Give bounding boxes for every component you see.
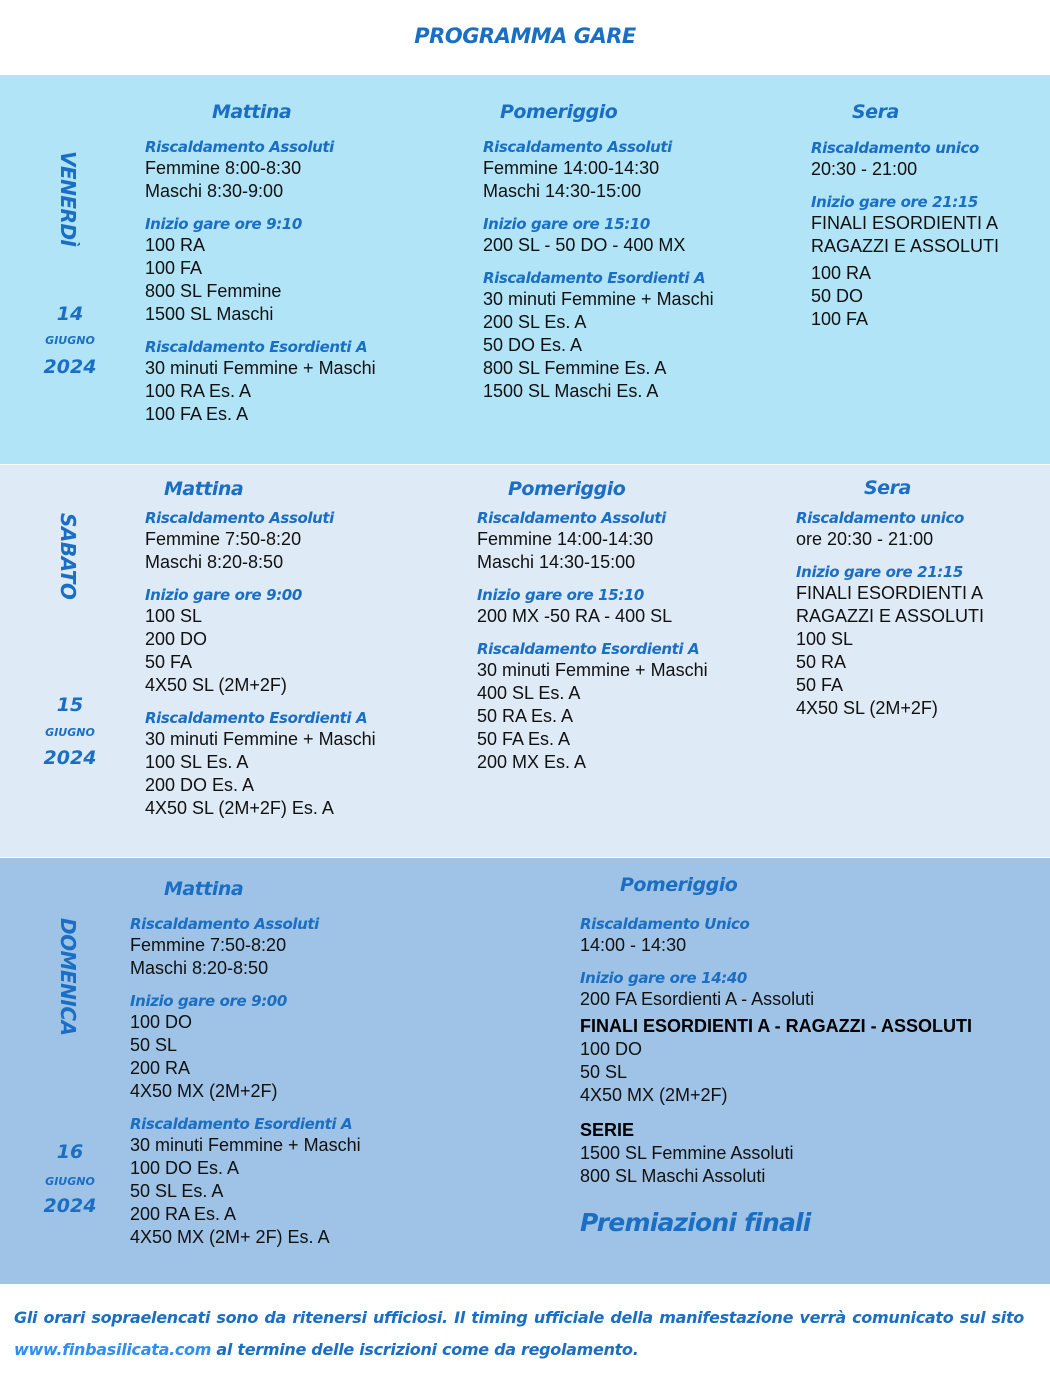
schedule-line: Femmine 14:00-14:30 <box>483 158 660 178</box>
schedule-line: 100 DO <box>130 1012 193 1032</box>
website-link[interactable]: www.finbasilicata.com <box>14 1340 212 1359</box>
schedule-line: 4X50 SL (2M+2F) Es. A <box>145 798 334 818</box>
schedule-line: 800 SL Femmine Es. A <box>483 358 667 378</box>
subheading: Inizio gare ore 21:15 <box>796 563 963 581</box>
subheading: Riscaldamento Assoluti <box>145 509 334 527</box>
schedule-line: 4X50 SL (2M+2F) <box>145 675 287 695</box>
schedule-line: 100 DO <box>580 1039 643 1059</box>
finals-title: FINALI ESORDIENTI A - RAGAZZI - ASSOLUTI <box>580 1016 972 1036</box>
schedule-line: 50 RA Es. A <box>477 706 574 726</box>
footer-text-end: al termine delle iscrizioni come da regolamento. <box>211 1340 639 1359</box>
schedule-line: 200 FA Esordienti A - Assoluti <box>580 989 815 1009</box>
schedule-line: 100 SL <box>796 629 854 649</box>
page-title: PROGRAMMA GARE <box>414 24 636 48</box>
schedule-line: 200 DO <box>145 629 208 649</box>
schedule-line: 30 minuti Femmine + Maschi <box>145 358 376 378</box>
session-heading-afternoon: Pomeriggio <box>508 478 626 500</box>
schedule-line: 1500 SL Femmine Assoluti <box>580 1143 794 1163</box>
session-heading-evening: Sera <box>864 477 911 499</box>
schedule-line: 50 RA <box>796 652 847 672</box>
day-year: 2024 <box>43 356 97 378</box>
subheading: Riscaldamento unico <box>796 509 964 527</box>
schedule-line: 100 RA <box>811 263 872 283</box>
session-morning <box>145 509 376 820</box>
schedule-line: 100 SL <box>145 606 203 626</box>
session-afternoon <box>483 138 714 403</box>
schedule-line: Femmine 14:00-14:30 <box>477 529 654 549</box>
session-afternoon <box>477 509 708 774</box>
session-morning <box>130 915 361 1249</box>
day-month: GIUGNO <box>45 726 95 739</box>
schedule-line: Maschi 8:20-8:50 <box>130 958 269 978</box>
subheading: Inizio gare ore 15:10 <box>477 586 644 604</box>
schedule-line: 800 SL Maschi Assoluti <box>580 1166 766 1186</box>
schedule-line: 100 FA <box>145 258 203 278</box>
schedule-line: ore 20:30 - 21:00 <box>796 529 934 549</box>
schedule-line: 200 MX Es. A <box>477 752 587 772</box>
schedule-line: 50 DO <box>811 286 864 306</box>
schedule-line: Femmine 8:00-8:30 <box>145 158 302 178</box>
subheading: Inizio gare ore 9:00 <box>145 586 302 604</box>
subheading: Inizio gare ore 14:40 <box>580 969 747 987</box>
day-number: 16 <box>56 1141 84 1163</box>
schedule-line: 50 SL <box>130 1035 178 1055</box>
schedule-line: 50 SL Es. A <box>130 1181 224 1201</box>
subheading: Riscaldamento unico <box>811 139 979 157</box>
day-name: DOMENICA <box>56 918 80 1036</box>
day-section-sunday <box>0 857 1050 1284</box>
schedule-line: 200 RA <box>130 1058 191 1078</box>
day-number: 15 <box>56 694 84 716</box>
schedule-line: 1500 SL Maschi <box>145 304 274 324</box>
schedule-line: 200 SL - 50 DO - 400 MX <box>483 235 686 255</box>
session-heading-afternoon: Pomeriggio <box>500 101 618 123</box>
subheading: Inizio gare ore 9:10 <box>145 215 302 233</box>
schedule-line: 100 RA <box>145 235 206 255</box>
subheading: Riscaldamento Esordienti A <box>145 338 368 356</box>
schedule-line: 50 SL <box>580 1062 628 1082</box>
session-morning <box>145 138 376 426</box>
schedule-line: 200 RA Es. A <box>130 1204 237 1224</box>
schedule-line: 200 DO Es. A <box>145 775 255 795</box>
day-month: GIUGNO <box>45 334 95 347</box>
subheading: Riscaldamento Esordienti A <box>130 1115 353 1133</box>
schedule-line: 200 SL Es. A <box>483 312 587 332</box>
schedule-line: 100 RA Es. A <box>145 381 252 401</box>
schedule-line: 14:00 - 14:30 <box>580 935 687 955</box>
schedule-line: Maschi 14:30-15:00 <box>477 552 636 572</box>
schedule-line: 50 FA <box>145 652 193 672</box>
session-heading-evening: Sera <box>852 101 899 123</box>
subheading: Riscaldamento Esordienti A <box>477 640 700 658</box>
schedule-line: 30 minuti Femmine + Maschi <box>130 1135 361 1155</box>
subheading: Riscaldamento Assoluti <box>483 138 672 156</box>
day-section-friday <box>0 75 1050 464</box>
session-heading-morning: Mattina <box>164 478 244 500</box>
schedule-line: 50 FA <box>796 675 844 695</box>
schedule-line: 50 DO Es. A <box>483 335 583 355</box>
schedule-line: 30 minuti Femmine + Maschi <box>483 289 714 309</box>
day-year: 2024 <box>43 1195 97 1217</box>
schedule-line: 4X50 MX (2M+2F) <box>580 1085 728 1105</box>
schedule-line: RAGAZZI E ASSOLUTI <box>811 236 1000 256</box>
session-heading-morning: Mattina <box>164 878 244 900</box>
schedule-line: 4X50 MX (2M+2F) <box>130 1081 278 1101</box>
serie-title: SERIE <box>580 1120 635 1140</box>
schedule-line: 4X50 SL (2M+2F) <box>796 698 938 718</box>
footer-text: Gli orari sopraelencati sono da ritenersi ufficiosi. Il timing ufficiale della manifestazione verrà comunicato sul sito <box>14 1308 1024 1327</box>
schedule-line: 30 minuti Femmine + Maschi <box>477 660 708 680</box>
subheading: Inizio gare ore 15:10 <box>483 215 650 233</box>
schedule-line: FINALI ESORDIENTI A <box>811 213 999 233</box>
schedule-line: 100 FA <box>811 309 869 329</box>
subheading: Riscaldamento Assoluti <box>145 138 334 156</box>
schedule-line: 50 FA Es. A <box>477 729 571 749</box>
day-name: VENERDÌ <box>56 151 80 247</box>
schedule-line: 30 minuti Femmine + Maschi <box>145 729 376 749</box>
session-evening <box>796 509 984 720</box>
session-heading-afternoon: Pomeriggio <box>620 874 738 896</box>
subheading: Riscaldamento Assoluti <box>130 915 319 933</box>
schedule-line: Maschi 8:20-8:50 <box>145 552 284 572</box>
schedule-line: RAGAZZI E ASSOLUTI <box>796 606 985 626</box>
subheading: Riscaldamento Esordienti A <box>145 709 368 727</box>
schedule-line: 100 FA Es. A <box>145 404 249 424</box>
footer-note <box>14 1302 1024 1366</box>
subheading: Riscaldamento Esordienti A <box>483 269 706 287</box>
schedule-line: 200 MX -50 RA - 400 SL <box>477 606 673 626</box>
schedule-line: 800 SL Femmine <box>145 281 282 301</box>
schedule-line: 1500 SL Maschi Es. A <box>483 381 659 401</box>
day-section-saturday <box>0 464 1050 857</box>
schedule-line: FINALI ESORDIENTI A <box>796 583 984 603</box>
subheading: Inizio gare ore 21:15 <box>811 193 978 211</box>
schedule-line: Femmine 7:50-8:20 <box>145 529 302 549</box>
session-heading-morning: Mattina <box>212 101 292 123</box>
day-name: SABATO <box>56 513 80 600</box>
schedule-line: Maschi 8:30-9:00 <box>145 181 284 201</box>
subheading: Riscaldamento Unico <box>580 915 750 933</box>
schedule-line: Femmine 7:50-8:20 <box>130 935 287 955</box>
day-year: 2024 <box>43 747 97 769</box>
schedule-line: 400 SL Es. A <box>477 683 581 703</box>
session-evening <box>811 139 999 331</box>
schedule-line: 4X50 MX (2M+ 2F) Es. A <box>130 1227 330 1247</box>
subheading: Inizio gare ore 9:00 <box>130 992 287 1010</box>
session-afternoon <box>580 915 972 1237</box>
schedule-line: 20:30 - 21:00 <box>811 159 918 179</box>
day-month: GIUGNO <box>45 1175 95 1188</box>
day-number: 14 <box>56 303 84 325</box>
schedule-line: 100 SL Es. A <box>145 752 249 772</box>
schedule-line: Maschi 14:30-15:00 <box>483 181 642 201</box>
schedule-line: 100 DO Es. A <box>130 1158 240 1178</box>
premiazioni-finali: Premiazioni finali <box>580 1208 811 1237</box>
subheading: Riscaldamento Assoluti <box>477 509 666 527</box>
